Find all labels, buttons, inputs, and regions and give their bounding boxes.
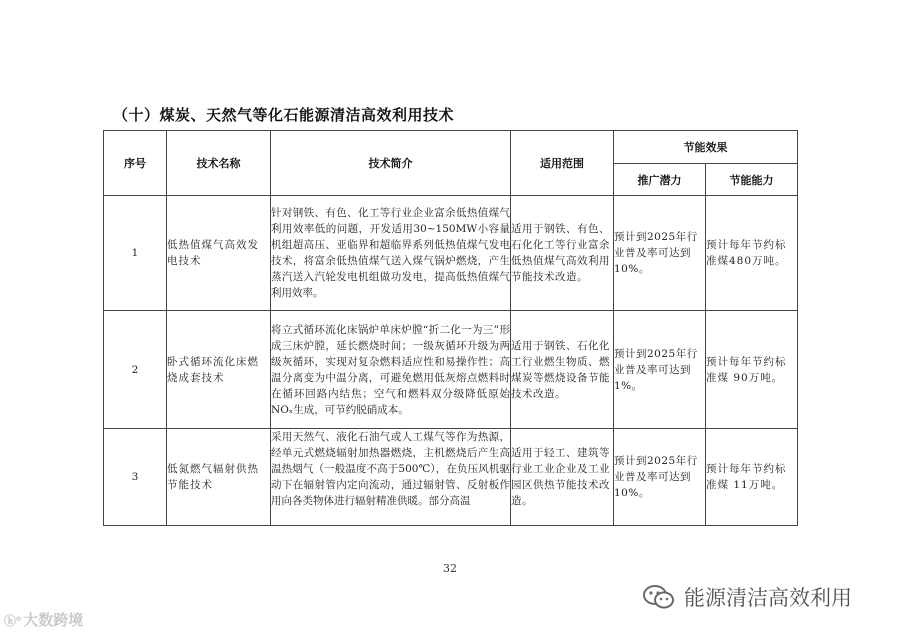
row-capacity: 预计每年节约标准煤480万吨。 (706, 196, 798, 311)
header-name: 技术名称 (167, 131, 271, 196)
row-tech-name: 低热值煤气高效发电技术 (167, 196, 271, 311)
table-row (104, 429, 798, 526)
table-row (104, 196, 798, 311)
row-index: 3 (104, 429, 167, 526)
header-potential: 推广潜力 (614, 164, 706, 196)
table-row (104, 311, 798, 429)
row-intro: 将立式循环流化床锅炉单床炉膛“折二化一为三”形成三床炉膛，延长燃烧时间；一级灰循环升级为两级灰循环，实现对复杂燃料适应性和易操作性；高温分离变为中温分离，可避免燃用低灰熔点燃料时在循环回路内结焦；空气和燃料双分级降低原始NOₓ生成，可节约脱硝成本。 (271, 311, 511, 429)
section-title: （十）煤炭、天然气等化石能源清洁高效利用技术 (113, 106, 455, 124)
header-scope: 适用范围 (511, 131, 614, 196)
row-potential: 预计到2025年行业普及率可达到1%。 (614, 311, 706, 429)
watermark-left-text: 大数跨境 (23, 611, 84, 629)
header-index: 序号 (104, 131, 167, 196)
row-potential: 预计到2025年行业普及率可达到10%。 (614, 196, 706, 311)
watermark-right-text: 能源清洁高效利用 (684, 586, 852, 610)
row-capacity: 预计每年节约标准煤 90万吨。 (706, 311, 798, 429)
watermark-right (642, 582, 852, 612)
row-intro: 采用天然气、液化石油气或人工煤气等作为热源，经单元式燃烧辐射加热器燃烧，主机燃烧后产生高温热烟气（一般温度不高于500℃），在负压风机驱动下在辐射管内定向流动，通过辐射管、反射板作用向各类物体进行辐射精准供暖。部分高温 (271, 431, 510, 507)
row-scope: 适用于轻工、建筑等行业工业企业及工业园区供热节能技术改造。 (511, 429, 614, 526)
row-tech-name: 卧式循环流化床燃烧成套技术 (167, 311, 271, 429)
watermark-left (4, 609, 83, 630)
watermark-logo-icon: ⓚ⁰ (4, 614, 22, 628)
row-intro-cell (271, 429, 511, 526)
row-scope: 适用于钢铁、有色、石化化工等行业富余低热值煤气高效利用节能技术改造。 (511, 196, 614, 311)
row-index: 1 (104, 196, 167, 311)
row-capacity: 预计每年节约标准煤 11万吨。 (706, 429, 798, 526)
wechat-icon (642, 583, 676, 611)
row-tech-name: 低氮燃气辐射供热节能技术 (167, 429, 271, 526)
header-effect: 节能效果 (614, 131, 798, 164)
header-capacity: 节能能力 (706, 164, 798, 196)
page-number: 32 (443, 562, 457, 575)
row-potential: 预计到2025年行业普及率可达到10%。 (614, 429, 706, 526)
header-intro: 技术简介 (271, 131, 511, 196)
row-intro: 针对钢铁、有色、化工等行业企业富余低热值煤气利用效率低的问题，开发适用30~150MW小容量机组超高压、亚临界和超临界系列低热值煤气发电技术，将富余低热值煤气送入煤气锅炉燃烧，产生蒸汽送入汽轮发电机组做功发电，提高低热值煤气利用效率。 (271, 196, 511, 311)
technology-table (103, 130, 798, 526)
row-scope: 适用于钢铁、石化化工行业燃生物质、燃煤炭等燃烧设备节能技术改造。 (511, 311, 614, 429)
row-index: 2 (104, 311, 167, 429)
